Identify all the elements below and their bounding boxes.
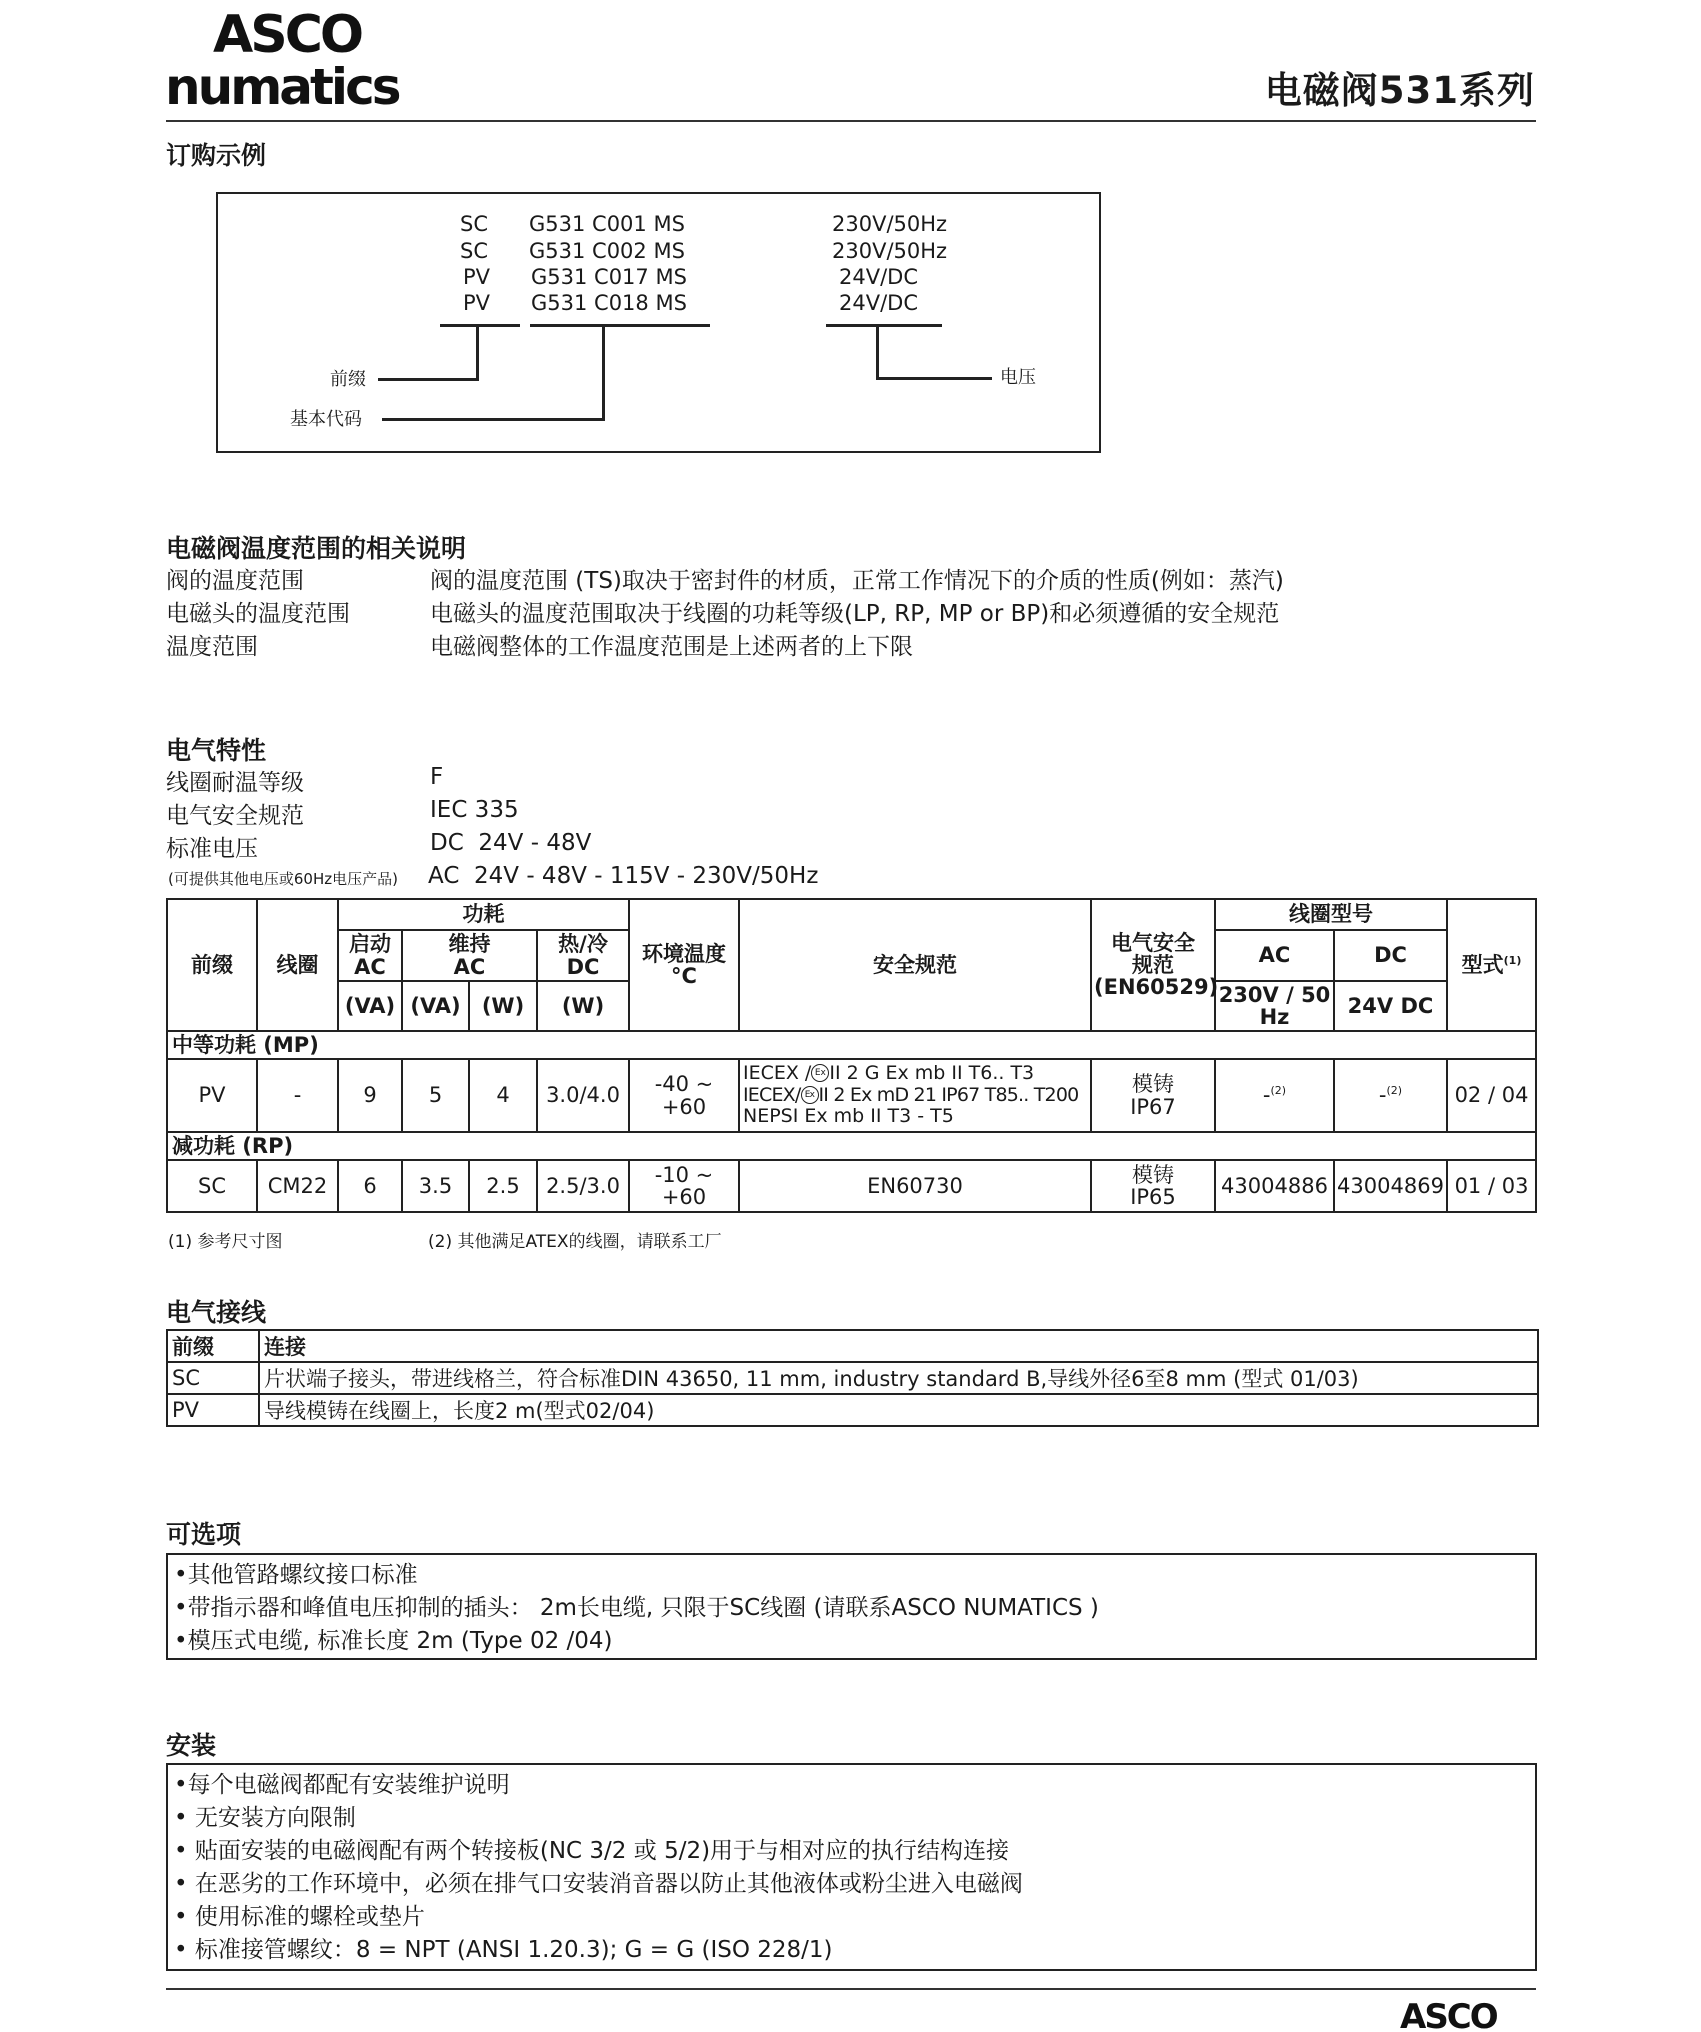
code-connector-horizontal (382, 418, 605, 421)
elec-ac-value: AC 24V - 48V - 115V - 230V/50Hz (428, 863, 819, 889)
order-code: G531 C017 MS (531, 265, 687, 289)
label-basic-code: 基本代码 (290, 409, 362, 430)
col-prefix-header: 前缀 (167, 899, 257, 1031)
enc-line2: IP67 (1130, 1094, 1176, 1119)
cell-hold-w: 4 (469, 1059, 537, 1132)
unit-w-hotcold: (W) (537, 981, 629, 1031)
std-line3: NEPSI Ex mb II T3 - T5 (743, 1105, 954, 1128)
hotcold-dc: DC (566, 954, 600, 979)
elec-term-3: 标准电压 (166, 836, 258, 862)
list-item: • 贴面安装的电磁阀配有两个转接板(NC 3/2 或 5/2)用于与相对应的执行结构连接 (174, 1838, 1010, 1864)
temp-term-1: 阀的温度范围 (166, 568, 304, 594)
list-item: •模压式电缆, 标准长度 2m (Type 02 /04) (174, 1628, 613, 1654)
ac-voltage-l2: Hz (1259, 1005, 1290, 1029)
footnote-1: (1) 参考尺寸图 (168, 1232, 283, 1252)
elec-value-3: DC 24V - 48V (430, 830, 592, 856)
order-code: G531 C018 MS (531, 291, 687, 315)
col-style-header (1447, 899, 1536, 1031)
cell-dc-code (1334, 1059, 1447, 1132)
cell-ambient: -40 ~ +60 (629, 1059, 739, 1132)
logo-line1: ASCO (213, 5, 362, 65)
cell-dc-code: 43004869 (1334, 1160, 1447, 1212)
col-start-header (338, 930, 402, 981)
order-prefix: SC (460, 212, 488, 236)
cell-ambient: -10 ~ +60 (629, 1160, 739, 1212)
col-hotcold-header (537, 930, 629, 981)
list-item: •其他管路螺纹接口标准 (174, 1562, 418, 1588)
order-prefix: PV (463, 291, 491, 315)
temp-term-2: 电磁头的温度范围 (166, 601, 350, 627)
dc-footnote-ref: (2) (1386, 1084, 1403, 1098)
cell-hold-va: 3.5 (402, 1160, 469, 1212)
header-divider (166, 120, 1536, 122)
cell-start: 9 (338, 1059, 402, 1132)
elec-value-1: F (430, 764, 444, 790)
elec-safety-l2: 规范 (1132, 952, 1174, 977)
dc-code: - (1378, 1083, 1387, 1108)
list-item: •每个电磁阀都配有安装维护说明 (174, 1772, 510, 1798)
order-voltage: 230V/50Hz (832, 212, 948, 236)
order-voltage: 24V/DC (839, 265, 918, 289)
section-mp: 中等功耗 (MP) (167, 1031, 1536, 1059)
order-code: G531 C001 MS (529, 212, 685, 236)
order-prefix: PV (463, 265, 491, 289)
code-connector-vertical (602, 324, 605, 421)
col-ac-header: AC (1215, 930, 1334, 981)
cell-ac-code: 43004886 (1215, 1160, 1334, 1212)
cell-coil: - (257, 1059, 338, 1132)
voltage-connector-horizontal (876, 377, 992, 380)
col-dc-header: DC (1334, 930, 1447, 981)
elec-safety-l3: (EN60529) (1094, 975, 1219, 1000)
order-voltage: 24V/DC (839, 291, 918, 315)
elec-note-other-voltages: (可提供其他电压或60Hz电压产品) (168, 870, 398, 888)
prefix-connector-horizontal (378, 378, 479, 381)
wiring-heading: 电气接线 (166, 1298, 267, 1327)
col-coil-type-header: 线圈型号 (1215, 899, 1447, 930)
options-heading: 可选项 (166, 1520, 242, 1549)
order-row-1 (460, 212, 1160, 242)
install-heading: 安装 (166, 1731, 217, 1760)
order-prefix: SC (460, 239, 488, 263)
enc-line1: 模铸 (1132, 1072, 1174, 1097)
cell-safety-standards (739, 1059, 1091, 1132)
prefix-connector-vertical (476, 324, 479, 381)
style-label: 型式 (1461, 952, 1504, 977)
col-power-header: 功耗 (338, 899, 629, 930)
list-item: • 标准接管螺纹：8 = NPT (ANSI 1.20.3); G = G (ISO 228/1) (174, 1937, 833, 1963)
elec-term-1: 线圈耐温等级 (166, 770, 304, 796)
table-row (167, 1160, 1536, 1212)
ac-code: - (1262, 1083, 1271, 1108)
col-safety-header: 安全规范 (739, 899, 1091, 1031)
order-row-4 (463, 291, 1163, 321)
footer-divider (166, 1988, 1536, 1990)
col-coil-header: 线圈 (257, 899, 338, 1031)
col-hold-header (402, 930, 537, 981)
elec-safety-l1: 电气安全 (1111, 930, 1195, 955)
cell-enclosure (1091, 1059, 1215, 1132)
cell-coil: CM22 (257, 1160, 338, 1212)
section-rp: 减功耗 (RP) (167, 1132, 1536, 1160)
std-line2-b: II 2 Ex mD 21 IP67 T85.. T200 (818, 1083, 1079, 1106)
ex-mark-icon: Ex (801, 1086, 819, 1104)
cell-prefix: PV (167, 1059, 257, 1132)
enc-line2: IP65 (1130, 1185, 1176, 1209)
list-item: •带指示器和峰值电压抑制的插头： 2m长电缆, 只限于SC线圈 (请联系ASCO NUMATICS ) (174, 1595, 1099, 1621)
table-row (167, 1362, 1538, 1394)
label-voltage: 电压 (1000, 367, 1036, 388)
ex-mark-icon: Ex (811, 1064, 829, 1082)
cell-ac-code (1215, 1059, 1334, 1132)
cell-hold-va: 5 (402, 1059, 469, 1132)
list-item: • 无安装方向限制 (174, 1805, 356, 1831)
ac-voltage-header (1215, 981, 1334, 1031)
unit-w-hold: (W) (469, 981, 537, 1031)
cell-style: 01 / 03 (1447, 1160, 1536, 1212)
temperature-heading: 电磁阀温度范围的相关说明 (166, 534, 467, 563)
electrical-heading: 电气特性 (166, 736, 267, 765)
wiring-prefix: SC (167, 1362, 259, 1394)
wiring-col-connection: 连接 (259, 1330, 1538, 1362)
footer-logo-fragment (1400, 1997, 1500, 2032)
order-example-box (216, 192, 1101, 453)
ac-footnote-ref: (2) (1270, 1084, 1287, 1098)
start-label: 启动 (349, 932, 391, 957)
wiring-col-prefix: 前缀 (167, 1330, 259, 1362)
std-line1-b: II 2 G Ex mb II T6.. T3 (829, 1061, 1035, 1084)
cell-hotcold: 2.5/3.0 (537, 1160, 629, 1212)
ambient-label: 环境温度 (642, 941, 726, 966)
logo-line2: numatics (165, 58, 399, 116)
table-row (167, 1394, 1538, 1426)
options-box (166, 1553, 1537, 1660)
order-code: G531 C002 MS (529, 239, 685, 263)
cell-safety-standards: EN60730 (739, 1160, 1091, 1212)
cell-prefix: SC (167, 1160, 257, 1212)
col-elec-safety-header (1091, 899, 1219, 1031)
asco-numatics-logo (165, 5, 437, 116)
hold-label: 维持 (448, 932, 491, 957)
hotcold-label: 热/冷 (558, 932, 608, 957)
list-item: • 使用标准的螺栓或垫片 (174, 1904, 425, 1930)
wiring-table (166, 1329, 1539, 1427)
temp-desc-3: 电磁阀整体的工作温度范围是上述两者的上下限 (430, 634, 913, 660)
cell-enclosure (1091, 1160, 1215, 1212)
code-underline (530, 324, 710, 327)
ambient-unit: °C (671, 964, 697, 988)
ac-voltage-l1: 230V / 50 (1218, 982, 1331, 1007)
footer-logo-text: ASCO (1400, 1997, 1497, 2032)
temp-term-3: 温度范围 (166, 634, 258, 660)
table-row (167, 1059, 1536, 1132)
install-box (166, 1763, 1537, 1971)
temp-desc-1: 阀的温度范围 (TS)取决于密封件的材质，正常工作情况下的介质的性质(例如：蒸汽) (430, 568, 1284, 594)
cell-hotcold: 3.0/4.0 (537, 1059, 629, 1132)
wiring-connection: 片状端子接头，带进线格兰，符合标准DIN 43650, 11 mm, industry standard B,导线外径6至8 mm (型式 01/03) (259, 1362, 1538, 1394)
prefix-underline (440, 324, 520, 327)
voltage-underline (826, 324, 942, 327)
list-item: • 在恶劣的工作环境中，必须在排气口安装消音器以防止其他液体或粉尘进入电磁阀 (174, 1871, 1023, 1897)
hold-ac: AC (453, 954, 486, 979)
cell-hold-w: 2.5 (469, 1160, 537, 1212)
unit-va-hold: (VA) (402, 981, 469, 1031)
unit-va-start: (VA) (338, 981, 402, 1031)
order-voltage: 230V/50Hz (832, 239, 948, 263)
voltage-connector-vertical (876, 324, 879, 380)
start-ac: AC (354, 954, 386, 979)
order-example-heading: 订购示例 (166, 141, 267, 170)
std-line1-a: IECEX / (743, 1061, 812, 1084)
wiring-connection: 导线模铸在线圈上，长度2 m(型式02/04) (259, 1394, 1538, 1426)
style-footnote-ref: (1) (1503, 953, 1522, 967)
wiring-prefix: PV (167, 1394, 259, 1426)
cell-start: 6 (338, 1160, 402, 1212)
elec-term-2: 电气安全规范 (166, 803, 304, 829)
coil-spec-table (166, 898, 1537, 1213)
enc-line1: 模铸 (1132, 1162, 1174, 1187)
temp-desc-2: 电磁头的温度范围取决于线圈的功耗等级(LP, RP, MP or BP)和必须遵循的安全规范 (430, 601, 1280, 627)
cell-style: 02 / 04 (1447, 1059, 1536, 1132)
label-prefix: 前缀 (330, 369, 366, 390)
std-line2-a: IECEX/ (743, 1083, 801, 1106)
dc-voltage-header: 24V DC (1334, 981, 1447, 1031)
elec-value-2: IEC 335 (430, 797, 519, 823)
series-title: 电磁阀531系列 (1264, 69, 1535, 112)
col-ambient-header (629, 899, 739, 1031)
footnote-2: (2) 其他满足ATEX的线圈，请联系工厂 (428, 1232, 722, 1252)
